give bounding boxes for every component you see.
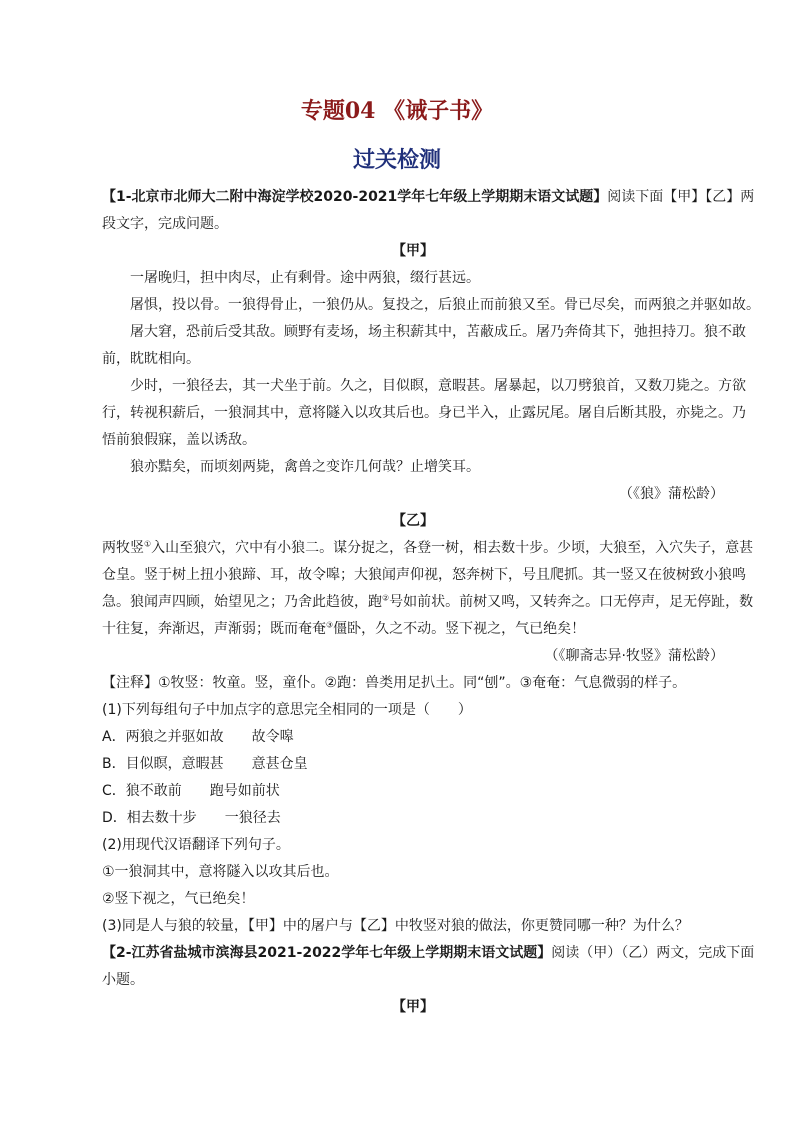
question-2-item-2: ②竖下视之，气已绝矣！ bbox=[102, 891, 255, 907]
q2-source: 【2-江苏省盐城市滨海县2021-2022学年七年级上学期期末语文试题】 bbox=[102, 945, 552, 961]
jia-paragraph-5: 狼亦黠矣，而顷刻两毙，禽兽之变诈几何哉？止增笑耳。 bbox=[130, 459, 480, 475]
jia-paragraph-3-cont: 前，眈眈相向。 bbox=[102, 351, 200, 367]
page-subtitle: 过关检测 bbox=[352, 147, 441, 173]
footnote-marker-2: ② bbox=[382, 593, 390, 603]
yi-text: 僵卧，久之不动。竖下视之，气已绝矣！ bbox=[333, 621, 586, 637]
jia-source: （《狼》蒲松龄） bbox=[619, 486, 724, 502]
yi-line-4 bbox=[102, 616, 724, 643]
yi-label: 【乙】 bbox=[392, 513, 434, 529]
yi-line-2: 仓皇。竖于树上扭小狼蹄、耳，故令嗥；大狼闻声仰视，怒奔树下，号且爬抓。其一竖又在彼树致小狼鸣 bbox=[102, 567, 746, 583]
footnote-marker-3: ③ bbox=[326, 620, 334, 630]
question-2: (2)用现代汉语翻译下列句子。 bbox=[102, 837, 290, 853]
yi-line-3 bbox=[102, 589, 754, 616]
jia-paragraph-4-end: 悟前狼假寐，盖以诱敌。 bbox=[102, 432, 256, 448]
page-title: 专题04 《诫子书》 bbox=[300, 98, 494, 124]
document-body bbox=[102, 184, 760, 1021]
yi-text: 十往复，奔渐迟，声渐弱；既而奄奄 bbox=[102, 621, 326, 637]
footnote-marker-1: ① bbox=[144, 539, 152, 549]
q1-intro-text: 阅读下面【甲】【乙】两 bbox=[607, 189, 755, 205]
jia-paragraph-2: 屠惧，投以骨。一狼得骨止，一狼仍从。复投之，后狼止而前狼又至。骨已尽矣，而两狼之并驱如故。 bbox=[130, 297, 760, 313]
option-c: C．狼不敢前 跑号如前状 bbox=[102, 783, 280, 799]
yi-line-1 bbox=[102, 535, 754, 562]
option-b: B．目似瞑，意暇甚 意甚仓皇 bbox=[102, 756, 308, 772]
jia-paragraph-4-cont: 行，转视积薪后，一狼洞其中，意将隧入以攻其后也。身已半入，止露尻尾。屠自后断其股，亦毙之。乃 bbox=[102, 405, 746, 421]
q2-intro-line2: 小题。 bbox=[102, 972, 144, 988]
yi-text: 急。狼闻声四顾，始望见之；乃舍此趋彼，跑 bbox=[102, 594, 382, 610]
jia-paragraph-3: 屠大窘，恐前后受其敌。顾野有麦场，场主积薪其中，苫蔽成丘。屠乃奔倚其下，弛担持刀。狼不敢 bbox=[130, 324, 746, 340]
q2-intro bbox=[102, 940, 755, 967]
q1-source: 【1-北京市北师大二附中海淀学校2020-2021学年七年级上学期期末语文试题】 bbox=[102, 189, 608, 205]
annotation-note: 【注释】①牧竖：牧童。竖，童仆。②跑：兽类用足扒土。同“刨”。③奄奄：气息微弱的样子。 bbox=[102, 675, 687, 691]
question-1: (1)下列每组句子中加点字的意思完全相同的一项是（ ） bbox=[102, 702, 472, 718]
jia-paragraph-4: 少时，一狼径去，其一犬坐于前。久之，目似瞑，意暇甚。屠暴起，以刀劈狼首，又数刀毙之。方欲 bbox=[130, 378, 746, 394]
q2-intro-text: 阅读（甲）（乙）两文，完成下面 bbox=[551, 945, 755, 961]
q1-intro-line2: 段文字，完成问题。 bbox=[102, 216, 228, 232]
q2-jia-label: 【甲】 bbox=[392, 999, 434, 1015]
jia-paragraph-1: 一屠晚归，担中肉尽，止有剩骨。途中两狼，缀行甚远。 bbox=[130, 270, 480, 286]
option-d: D．相去数十步 一狼径去 bbox=[102, 810, 281, 826]
jia-label: 【甲】 bbox=[392, 243, 434, 259]
yi-source: （《聊斋志异·牧竖》蒲松龄） bbox=[544, 648, 724, 664]
yi-text: 入山至狼穴，穴中有小狼二。谋分捉之，各登一树，相去数十步。少顷，大狼至，入穴失子，意甚 bbox=[151, 540, 754, 556]
yi-text: 号如前状。前树又鸣，又转奔之。口无停声，足无停趾，数 bbox=[389, 594, 754, 610]
q1-intro bbox=[102, 184, 755, 211]
option-a: A．两狼之并驱如故 故令嗥 bbox=[102, 729, 294, 745]
question-2-item-1: ①一狼洞其中，意将隧入以攻其后也。 bbox=[102, 864, 339, 880]
question-3: (3)同是人与狼的较量，【甲】中的屠户与【乙】中牧竖对狼的做法，你更赞同哪一种？为什么？ bbox=[102, 918, 689, 934]
yi-text: 两牧竖 bbox=[102, 540, 144, 556]
